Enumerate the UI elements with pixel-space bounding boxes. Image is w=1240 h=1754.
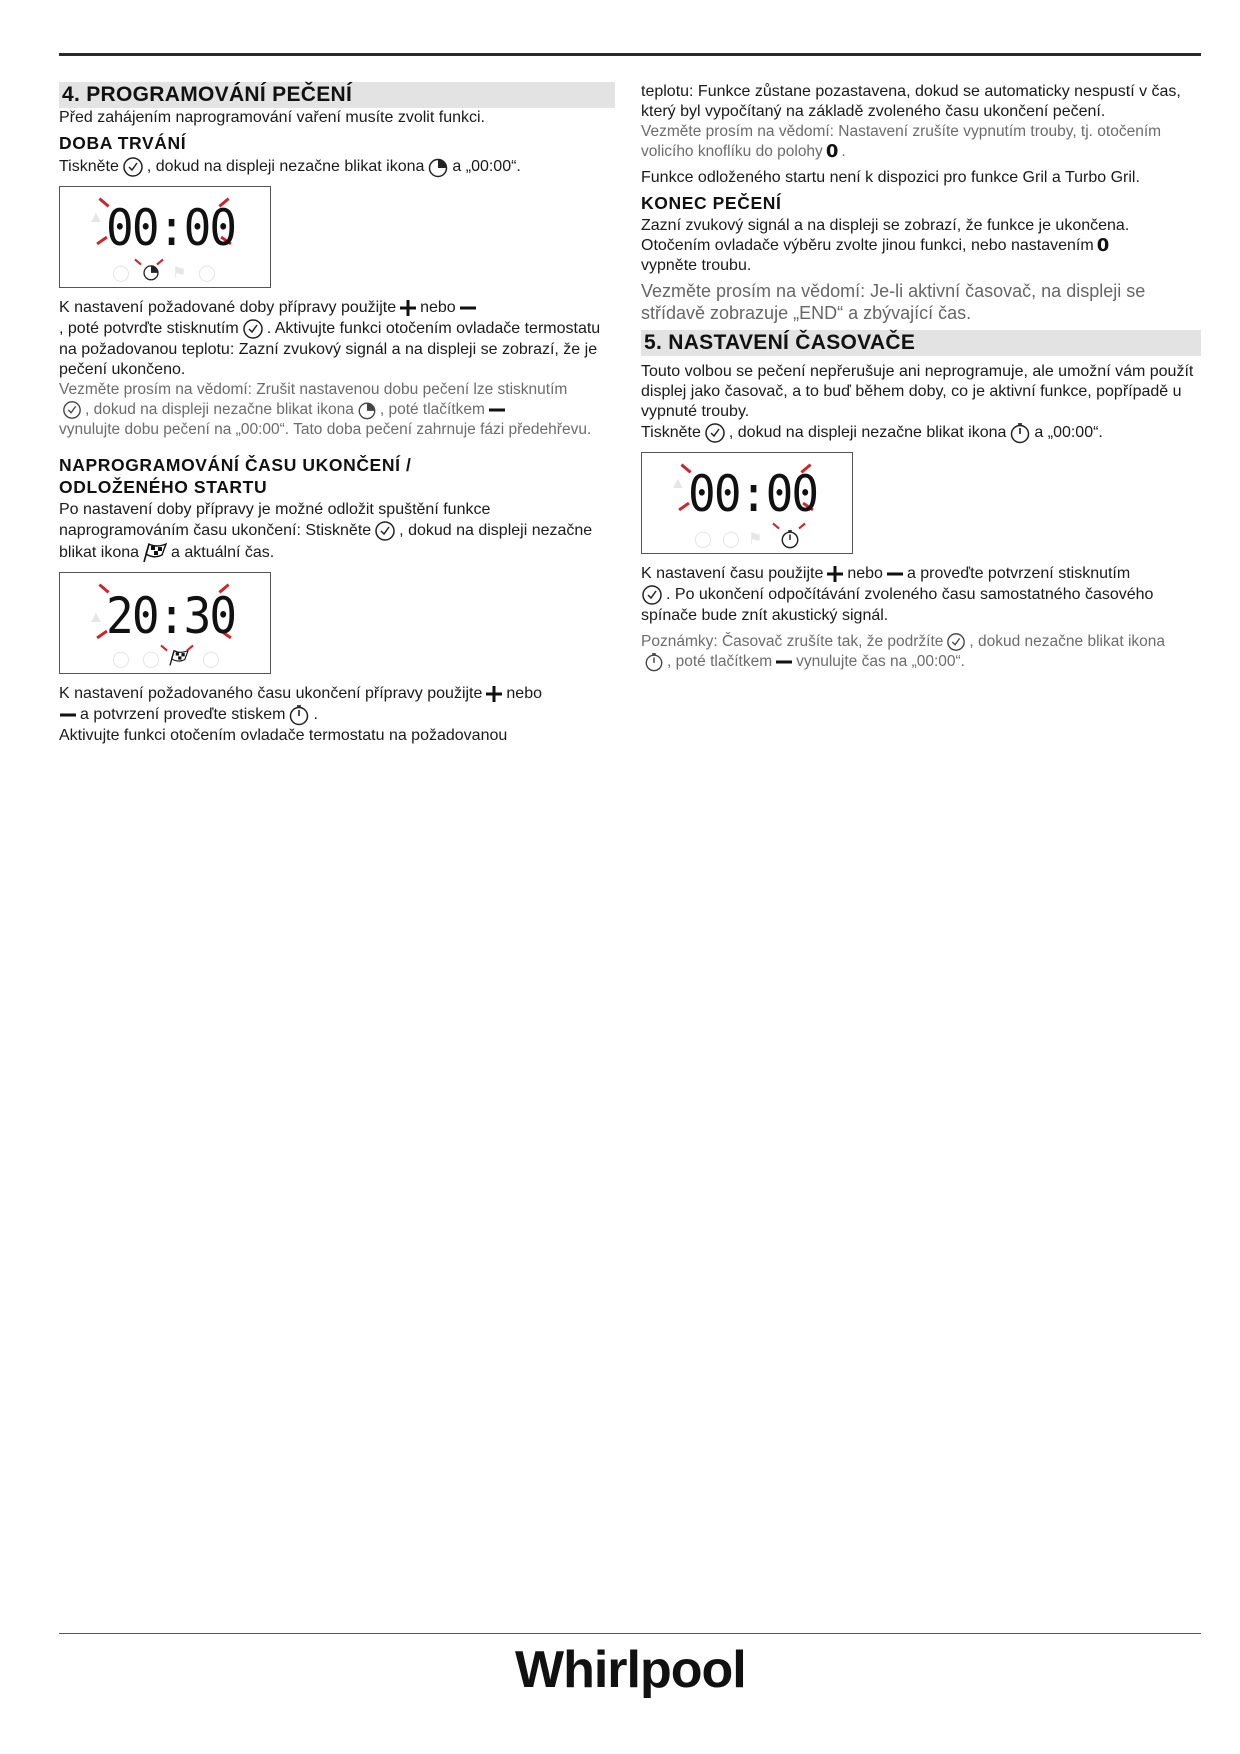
display-timer bbox=[641, 452, 853, 554]
timer-icon bbox=[644, 652, 664, 672]
checkered-flag-icon bbox=[142, 542, 168, 564]
konec-p1: Zazní zvukový signál a na displeji se zobrazí, že funkce je ukončena. Otočením ovladače výběru zvolte jinou funkci, nebo nastavením 0 vypněte troubu. bbox=[641, 217, 1130, 275]
minus-icon bbox=[775, 653, 793, 671]
ghost-flag-icon: ⚑ bbox=[172, 265, 187, 282]
ghost-duration-icon: ◯ bbox=[142, 651, 160, 669]
konec-heading: KONEC PEČENÍ bbox=[641, 193, 782, 214]
plus-icon bbox=[399, 299, 417, 317]
ghost-clock-icon: ◯ bbox=[694, 531, 712, 549]
clock-icon bbox=[946, 632, 966, 652]
clock-icon bbox=[122, 156, 144, 178]
ghost-timer-icon: ◯ bbox=[202, 651, 220, 669]
right-column bbox=[641, 82, 1201, 673]
ghost-thermometer-icon: ▲ bbox=[670, 475, 686, 493]
ghost-thermometer-icon: ▲ bbox=[88, 209, 104, 226]
duration-icon bbox=[142, 263, 160, 286]
timer-icon bbox=[780, 529, 800, 554]
timer-p2: Tiskněte , dokud na displeji nezačne blikat ikona a „00:00“. bbox=[641, 422, 1201, 444]
timer-note: Poznámky: Časovač zrušíte tak, že podržíte , dokud nezačne blikat ikona , poté tlačítkem vynulujte čas na „00:00“. bbox=[641, 633, 1165, 671]
clock-icon bbox=[242, 318, 264, 340]
display-digits: 20:30 bbox=[106, 587, 236, 646]
display-duration bbox=[59, 186, 271, 288]
timer-icon bbox=[288, 704, 310, 726]
end-p3: Aktivujte funkci otočením ovladače termostatu na požadovanou bbox=[59, 727, 508, 745]
end-time-heading: NAPROGRAMOVÁNÍ ČASU UKONČENÍ / ODLOŽENÉHO STARTU bbox=[59, 455, 412, 498]
display-digits: 00:00 bbox=[106, 199, 236, 257]
timer-icon bbox=[1009, 422, 1031, 444]
blink-ray bbox=[134, 259, 141, 266]
section-4-title: 4. PROGRAMOVÁNÍ PEČENÍ bbox=[59, 82, 615, 108]
ghost-clock-icon: ◯ bbox=[112, 651, 130, 669]
bottom-rule bbox=[59, 1633, 1201, 1634]
doba-note: Vezměte prosím na vědomí: Zrušit nastavenou dobu pečení lze stisknutím , dokud na displeji nezačne blikat ikona , poté tlačítkem vynulujte dobu pečení na „00:00“. Tato doba pečení zahrnuje fázi předehřevu. bbox=[59, 381, 592, 439]
cont-note: Vezměte prosím na vědomí: Nastavení zrušíte vypnutím trouby, tj. otočením volicího knoflíku do polohy 0 . bbox=[641, 123, 1162, 162]
blink-ray bbox=[156, 259, 163, 266]
ghost-clock-icon: ◯ bbox=[112, 265, 130, 282]
clock-icon bbox=[374, 520, 396, 542]
clock-icon bbox=[62, 400, 82, 420]
blink-ray bbox=[160, 645, 167, 652]
checkered-flag-icon bbox=[168, 649, 190, 672]
display-end-time bbox=[59, 572, 271, 674]
plus-icon bbox=[485, 685, 503, 703]
blink-ray bbox=[772, 523, 779, 530]
timer-p1: Touto volbou se pečení nepřerušuje ani neprogramuje, ale umožní vám použít displej jako časovač, a to buď během doby, co je aktivní funkce, popřípadě u vypnuté trouby. bbox=[641, 363, 1194, 421]
doba-trvani-heading: DOBA TRVÁNÍ bbox=[59, 133, 187, 153]
minus-icon bbox=[59, 706, 77, 724]
doba-p2: K nastavení požadované doby přípravy použijte nebo , poté potvrďte stisknutím . Aktivujte funkci otočením ovladače termostatu na požadovanou teplotu: Zazní zvukový signál a na displeji se zobrazí, že je pečení ukončeno. bbox=[59, 299, 601, 378]
zero-symbol: 0 bbox=[1096, 235, 1110, 257]
timer-p3: K nastavení času použijte nebo a proveďte potvrzení stisknutím . Po ukončení odpočítávání zvoleného času samostatného časového spínače bude znít akustický signál. bbox=[641, 565, 1154, 625]
cont-p1: teplotu: Funkce zůstane pozastavena, dokud se automaticky nespustí v čas, který byl vypočítaný na základě zvoleného času ukončení pečení. bbox=[641, 83, 1181, 120]
end-p2: K nastavení požadovaného času ukončení přípravy použijte nebo a potvrzení proveďte stiskem . bbox=[59, 684, 615, 726]
intro-text: Před zahájením naprogramování vaření musíte zvolit funkci. bbox=[59, 109, 485, 126]
duration-icon bbox=[357, 400, 377, 420]
ghost-flag-icon: ⚑ bbox=[748, 531, 763, 549]
doba-p1: Tiskněte , dokud na displeji nezačne blikat ikona a „00:00“. bbox=[59, 156, 615, 178]
ghost-duration-icon: ◯ bbox=[722, 531, 740, 549]
ghost-thermometer-icon: ▲ bbox=[88, 609, 104, 627]
section-5-title: 5. NASTAVENÍ ČASOVAČE bbox=[641, 330, 1201, 356]
blink-ray bbox=[798, 523, 805, 530]
clock-icon bbox=[704, 422, 726, 444]
display-digits: 00:00 bbox=[688, 465, 818, 524]
top-rule bbox=[59, 53, 1201, 56]
ghost-timer-icon: ◯ bbox=[198, 265, 216, 282]
konec-note: Vezměte prosím na vědomí: Je-li aktivní časovač, na displeji se střídavě zobrazuje „END“ a zbývající čas. bbox=[641, 281, 1146, 324]
whirlpool-logo: Whirlpool bbox=[515, 1641, 746, 1699]
clock-icon bbox=[641, 584, 663, 606]
cont-p2: Funkce odloženého startu není k dispozici pro funkce Gril a Turbo Gril. bbox=[641, 169, 1140, 187]
left-column bbox=[59, 82, 615, 746]
blink-ray bbox=[186, 645, 193, 652]
plus-icon bbox=[826, 565, 844, 583]
minus-icon bbox=[886, 565, 904, 583]
duration-icon bbox=[427, 156, 449, 178]
minus-icon bbox=[488, 401, 506, 419]
zero-symbol: 0 bbox=[825, 141, 839, 162]
minus-icon bbox=[459, 299, 477, 317]
end-p1: Po nastavení doby přípravy je možné odložit spuštění funkce naprogramováním času ukončení: Stiskněte , dokud na displeji nezačne blikat ikona a aktuální čas. bbox=[59, 500, 615, 564]
